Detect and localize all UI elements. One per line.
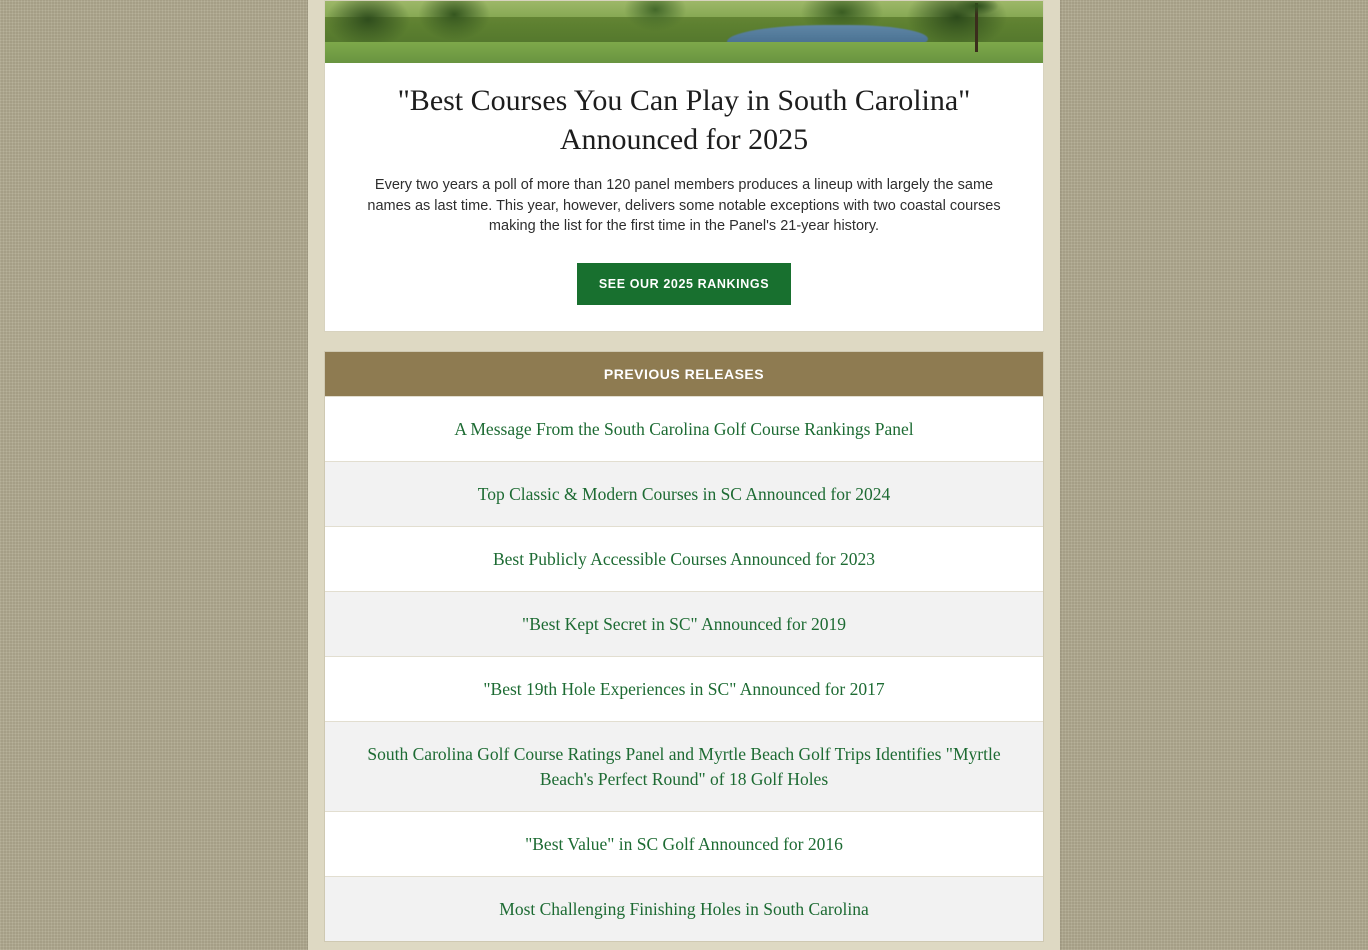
- list-item[interactable]: Best Publicly Accessible Courses Announced for 2023: [325, 526, 1043, 591]
- list-item[interactable]: Top Classic & Modern Courses in SC Announced for 2024: [325, 461, 1043, 526]
- feature-description: Every two years a poll of more than 120 panel members produces a lineup with largely the same names as last time. This year, however, delivers some notable exceptions with two coastal courses making the list for the first time in the Panel's 21-year history.: [367, 177, 1001, 235]
- feature-image: [325, 1, 1043, 63]
- see-rankings-button[interactable]: SEE OUR 2025 RANKINGS: [577, 263, 791, 305]
- list-item[interactable]: "Best Value" in SC Golf Announced for 2016: [325, 811, 1043, 876]
- list-item[interactable]: South Carolina Golf Course Ratings Panel and Myrtle Beach Golf Trips Identifies "Myrtle Beach's Perfect Round" of 18 Golf Holes: [325, 721, 1043, 810]
- feature-body: [325, 63, 1043, 331]
- content-frame: [308, 0, 1060, 950]
- palm-tree-icon: [975, 3, 978, 51]
- list-item[interactable]: A Message From the South Carolina Golf Course Rankings Panel: [325, 396, 1043, 461]
- feature-card: [324, 0, 1044, 332]
- list-item[interactable]: "Best Kept Secret in SC" Announced for 2019: [325, 591, 1043, 656]
- fairway-layer: [325, 42, 1043, 63]
- page-title: "Best Courses You Can Play in South Carolina" Announced for 2025: [397, 84, 971, 156]
- list-item[interactable]: "Best 19th Hole Experiences in SC" Announced for 2017: [325, 656, 1043, 721]
- list-item[interactable]: Most Challenging Finishing Holes in South Carolina: [325, 876, 1043, 941]
- previous-releases-panel: [324, 351, 1044, 942]
- previous-releases-header: PREVIOUS RELEASES: [325, 352, 1043, 396]
